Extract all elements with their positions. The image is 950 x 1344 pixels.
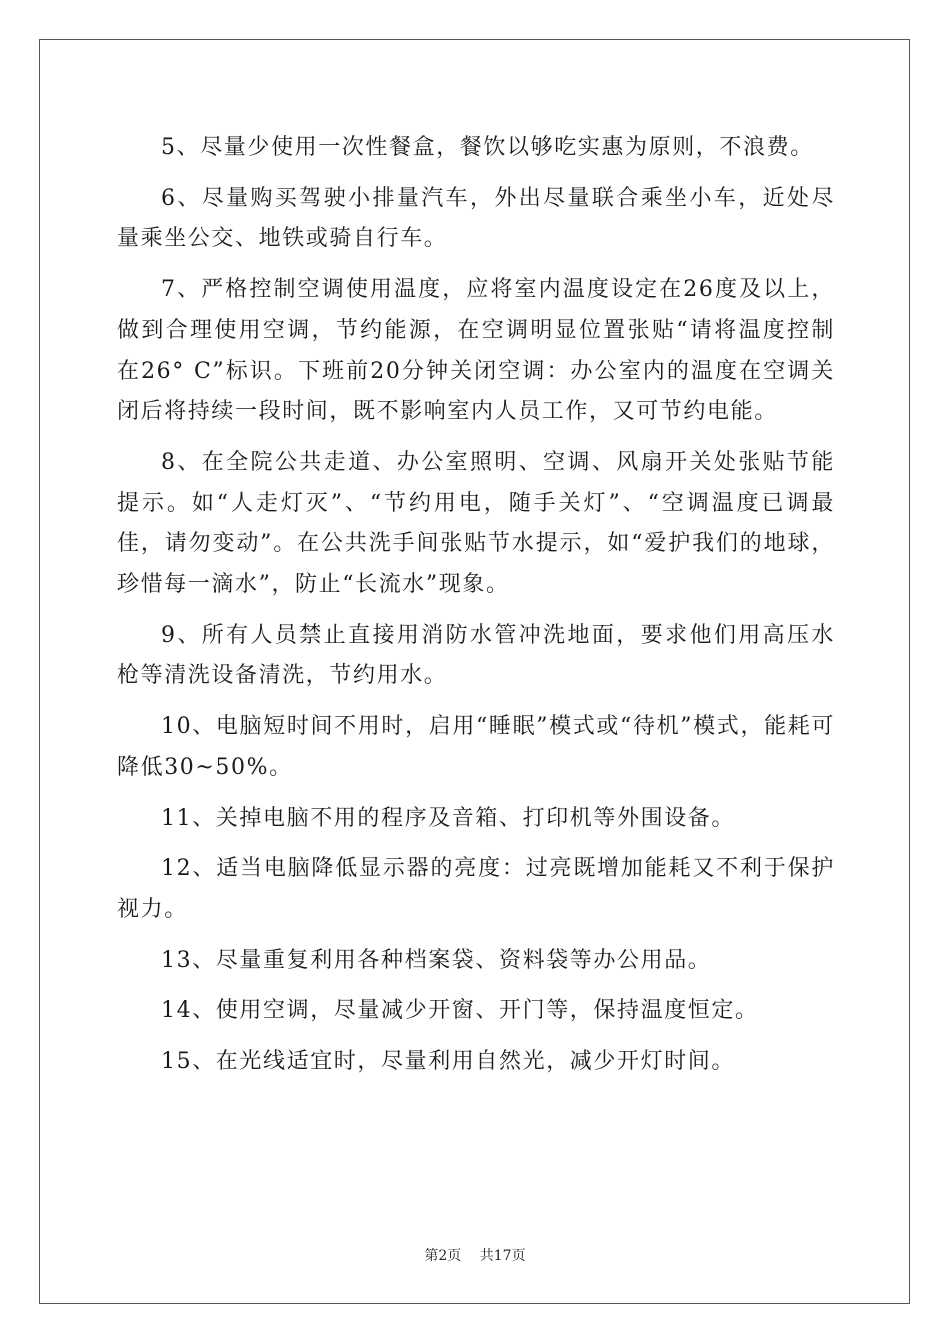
paragraph-item-9: 9、所有人员禁止直接用消防水管冲洗地面，要求他们用高压水枪等清洗设备清洗，节约用水。 — [117, 622, 835, 689]
paragraph-item-11: 11、关掉电脑不用的程序及音箱、打印机等外围设备。 — [161, 805, 735, 831]
paragraph-item-12: 12、适当电脑降低显示器的亮度：过亮既增加能耗又不利于保护视力。 — [117, 856, 835, 922]
paragraph-item-7: 7、严格控制空调使用温度，应将室内温度设定在26度及以上，做到合理使用空调，节约能源，在空调明显位置张贴“请将温度控制在26° C”标识。下班前20分钟关闭空调：办公室内的温度在空调关闭后将持续一段时间，既不影响室内人员工作，又可节约电能。 — [117, 277, 835, 425]
page-footer — [0, 1246, 950, 1266]
current-page-label: 第2页 — [424, 1248, 462, 1264]
document-body — [117, 128, 835, 1083]
paragraph-item-14: 14、使用空调，尽量减少开窗、开门等，保持温度恒定。 — [161, 998, 759, 1024]
paragraph-item-6: 6、尽量购买驾驶小排量汽车，外出尽量联合乘坐小车，近处尽量乘坐公交、地铁或骑自行车。 — [117, 185, 835, 252]
paragraph-item-10: 10、电脑短时间不用时，启用“睡眠”模式或“待机”模式，能耗可降低30~50%。 — [117, 714, 835, 780]
paragraph-item-15: 15、在光线适宜时，尽量利用自然光，减少开灯时间。 — [161, 1049, 735, 1075]
paragraph-item-5: 5、尽量少使用一次性餐盒，餐饮以够吃实惠为原则，不浪费。 — [161, 135, 814, 160]
paragraph-item-8: 8、在全院公共走道、办公室照明、空调、风扇开关处张贴节能提示。如“人走灯灭”、“节约用电，随手关灯”、“空调温度已调最佳，请勿变动”。在公共洗手间张贴节水提示，如“爱护我们的地球，珍惜每一滴水”，防止“长流水”现象。 — [117, 449, 835, 598]
paragraph-item-13: 13、尽量重复利用各种档案袋、资料袋等办公用品。 — [161, 947, 712, 973]
total-pages-label: 共17页 — [479, 1248, 526, 1264]
